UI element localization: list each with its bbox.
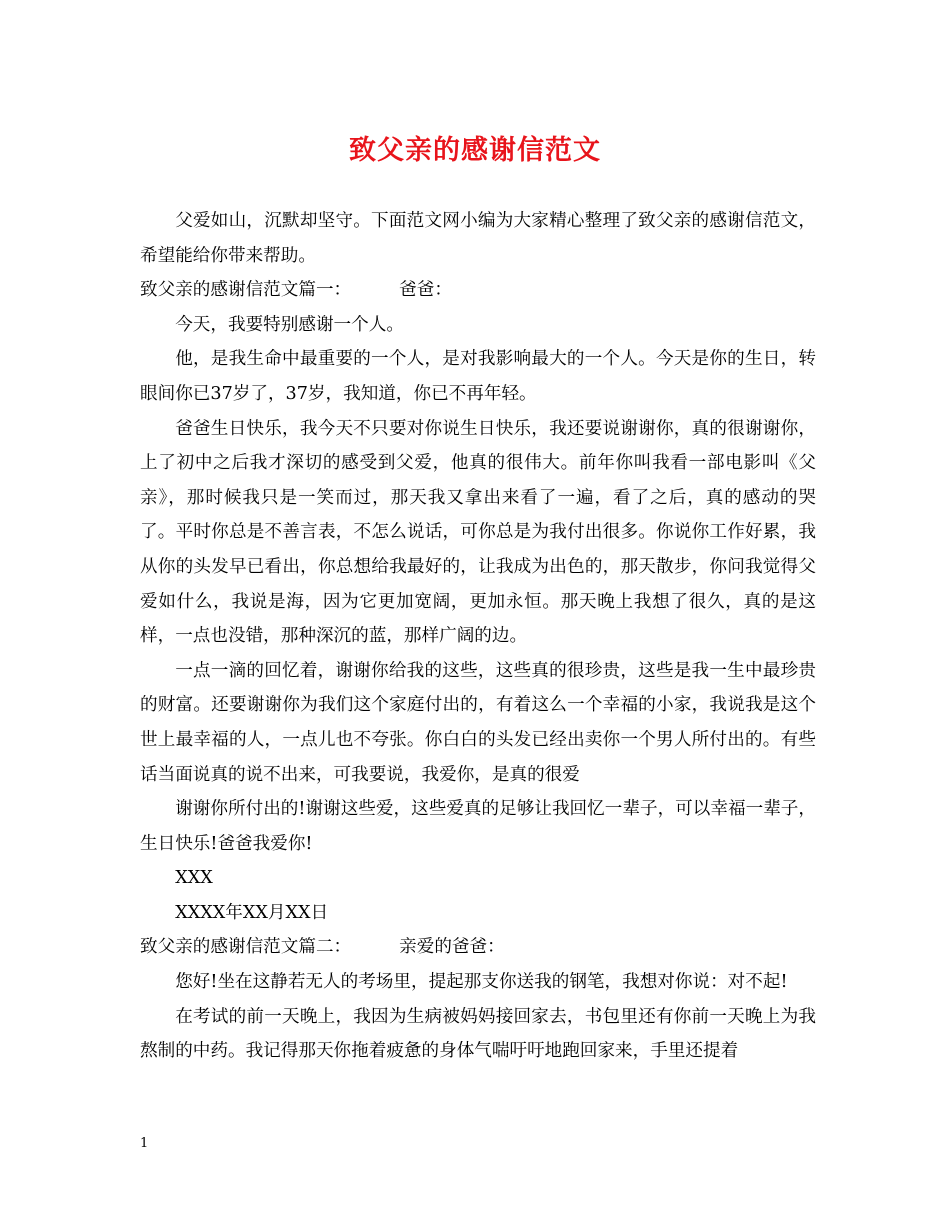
letter1-paragraph: 一点一滴的回忆着，谢谢你给我的这些，这些真的很珍贵，这些是我一生中最珍贵的财富。还要谢谢你为我们这个家庭付出的，有着这么一个幸福的小家，我说我是这个世上最幸福的人，一点儿也不夸张。你白白的头发已经出卖你一个男人所付出的。有些话当面说真的说不出来，可我要说，我爱你，是真的很爱 (140, 660, 816, 785)
section-heading-2 (140, 930, 816, 965)
letter1-paragraph: 谢谢你所付出的!谢谢这些爱，这些爱真的足够让我回忆一辈子，可以幸福一辈子，生日快乐!爸爸我爱你! (140, 799, 816, 854)
letter1-date: XXXX年XX月XX日 (175, 902, 329, 923)
letter2-paragraph: 在考试的前一天晚上，我因为生病被妈妈接回家去，书包里还有你前一天晚上为我熬制的中药。我记得那天你拖着疲惫的身体气喘吁吁地跑回家来，手里还提着 (140, 1006, 816, 1062)
page-number: 1 (140, 1136, 149, 1151)
document-body (140, 204, 816, 1069)
section-heading-2-text: 致父亲的感谢信范文篇二： (140, 937, 352, 958)
letter1-paragraph: 今天，我要特别感谢一个人。 (175, 314, 404, 335)
letter1-signature: XXX (175, 868, 213, 889)
salutation-1: 爸爸： (399, 280, 452, 301)
section-heading-1 (140, 273, 816, 308)
document-title: 致父亲的感谢信范文 (349, 135, 601, 166)
salutation-2: 亲爱的爸爸： (399, 937, 505, 958)
letter1-paragraph: 他，是我生命中最重要的一个人，是对我影响最大的一个人。今天是你的生日，转眼间你已37岁了，37岁，我知道，你已不再年轻。 (140, 349, 816, 404)
letter2-paragraph: 您好!坐在这静若无人的考场里，提起那支你送我的钢笔，我想对你说：对不起! (175, 972, 788, 993)
letter1-paragraph: 爸爸生日快乐，我今天不只要对你说生日快乐，我还要说谢谢你，真的很谢谢你，上了初中之后我才深切的感受到父爱，他真的很伟大。前年你叫我看一部电影叫《父亲》，那时候我只是一笑而过，那天我又拿出来看了一遍，看了之后，真的感动的哭了。平时你总是不善言表，不怎么说话，可你总是为我付出很多。你说你工作好累，我从你的头发早已看出，你总想给我最好的，让我成为出色的，那天散步，你问我觉得父爱如什么，我说是海，因为它更加宽阔，更加永恒。那天晚上我想了很久，真的是这样，一点也没错，那种深沉的蓝，那样广阔的边。 (140, 418, 816, 647)
section-heading-1-text: 致父亲的感谢信范文篇一： (140, 280, 352, 301)
intro-paragraph: 父爱如山，沉默却坚守。下面范文网小编为大家精心整理了致父亲的感谢信范文，希望能给你带来帮助。 (140, 211, 816, 266)
